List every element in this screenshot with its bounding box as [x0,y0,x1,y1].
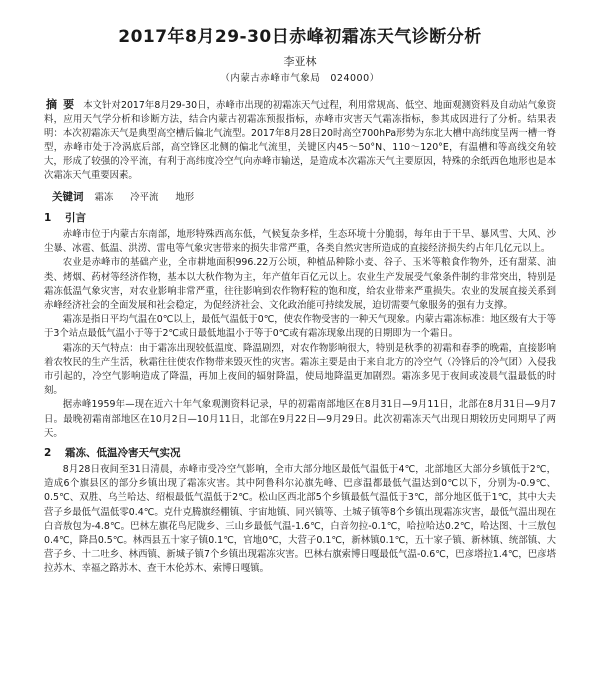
body-paragraph: 霜冻的天气特点：由于霜冻出现较低温度、降温剧烈，对农作物影响很大，特别是秋季的初霜和春季的晚霜，直接影响着农牧民的生产生活，秋霜往往使农作物带来毁灭性的灾害。霜冻主要是由于来自北方的冷空气（冷锋后的冷气团）入侵我市引起的，冷空气影响造成了降温，再加上夜间的辐射降温，使局地降温更加剧烈。霜冻多见于夜间或凌晨气温最低的时刻。 [44,342,556,397]
body-paragraph: 农业是赤峰市的基础产业，全市耕地面积996.22万公顷，种植品种除小麦、谷子、玉米等粮食作物外，还有甜菜、油类、烤烟、药材等经济作物，基本以大秋作物为主，年产值年百亿元以上。农业生产发展受气象条件制约非常突出，特别是霜冻低温气象灾害，对农业影响非常严重，往往影响到农作物籽粒的饱和度，给农业带来严重损失。农业的发展直接关系到赤峰经济社会的全面发展和社会稳定，为促经济社会、文化政治能可持续发展，迫切需要气象服务的强有力支撑。 [44,257,556,312]
section-number: 1 [44,212,52,224]
section-title: 引言 [64,212,86,224]
keywords-label: 关键词 [52,191,84,203]
keyword-item: 冷平流 [130,192,159,203]
body-paragraph: 赤峰市位于内蒙古东南部，地形特殊西高东低，气候复杂多样，生态环境十分脆弱，每年由于干旱、暴风雪、大风、沙尘暴、冰雹、低温、洪涝、雷电等气象灾害带来的损失非常严重，各类自然灾害所造成的直接经济损失约占年几亿元以上。 [44,229,556,255]
keywords [52,189,556,206]
author-name: 李亚林 [283,55,317,68]
body-paragraph: 霜冻是指日平均气温在0℃以上，最低气温低于0℃，使农作物受害的一种天气现象。内蒙古霜冻标准：地区级有大于等于3个站点最低气温小于等于2℃或日最低地温小于等于0℃或有霜冻现象出现的日期即为一个霜日。 [44,314,556,340]
abstract [44,98,556,183]
section-title: 霜冻、低温冷害天气实况 [64,447,181,460]
section-number: 2 [44,447,52,460]
author-affiliation: （内蒙古赤峰市气象局 024000） [220,73,380,84]
body-paragraph: 据赤峰1959年—现在近六十年气象观测资料记录，早的初霜南部地区在8月31日—9月11日，北部在8月31日—9月7日。最晚初霜南部地区在10月2日—10月11日，北部在9月22日—9月29日。此次初霜冻天气出现日期较历史同期早了两天。 [44,399,556,439]
body-paragraph: 8月28日夜间至31日清晨，赤峰市受冷空气影响，全市大部分地区最低气温低于4℃，北部地区大部分乡镇低于2℃，造成6个旗县区的部分乡镇出现了霜冻灾害。其中阿鲁科尔沁旗先峰、巴彦温都最低气温达到0℃以下，分别为-0.9℃、0.5℃、双胜、乌兰哈达、绍根最低气温低于2℃。松山区西北部5个乡镇最低气温低于3℃，部分地区低于1℃，其中大夫营子乡最低气温低零0.4℃。克什克腾旗经棚镇、宇宙地镇、同兴镇等、土城子镇等8个乡镇出现霜冻灾害，最低气温出现在白音敖包为-4.8℃。巴林左旗花鸟尼陇乡、三山乡最低气温-1.6℃，白音勿拉-0.1℃，哈拉哈达0.2℃，哈达图、十三敖包0.4℃，降昌0.5℃。林西县五十家子镇0.1℃，官地0℃，大营子0.1℃，新林镇0.1℃，五十家子镇、新林镇、统部镇、大营子乡、十二吐乡、林西镇、新城子镇7个乡镇出现霜冻灾害。巴林右旗索博日嘎最低气温-0.6℃，巴彦塔拉1.4℃，巴彦塔拉苏木、幸福之路苏木、查干木伦苏木、索博日嘎镇。 [44,464,556,575]
abstract-text: 本文针对2017年8月29-30日，赤峰市出现的初霜冻天气过程，利用常规高、低空、地面观测资料及自动站气象资料，应用天气学分析和诊断方法，结合内蒙古初霜冻预报指标，赤峰市灾害天气霜冻指标，参其成因进行了分析。结果表明：本次初霜冻天气是典型高空槽后偏北气流型。2017年8月28日20时高空700hPa形势为东北大槽中高纬度呈两一槽一脊型，赤峰市处于冷涡底后部，高空锋区北侧的偏北气流里，关键区内45～50°N、110～120°E，有温槽和等高线交角较大，形成了较强的冷平流，有利于高纬度冷空气向赤峰市输送，是造成本次霜冻天气主要原因，特殊的余纸西色地形也是本次霜冻天气重要因素。 [44,100,556,181]
abstract-label: 摘要 [46,98,81,111]
section-heading-frost-observations [44,445,556,461]
paper-title: 2017年8月29-30日赤峰初霜冻天气诊断分析 [118,27,482,47]
keyword-item: 地形 [175,192,195,203]
section-heading-introduction [44,210,556,226]
keyword-item: 霜冻 [94,192,114,203]
